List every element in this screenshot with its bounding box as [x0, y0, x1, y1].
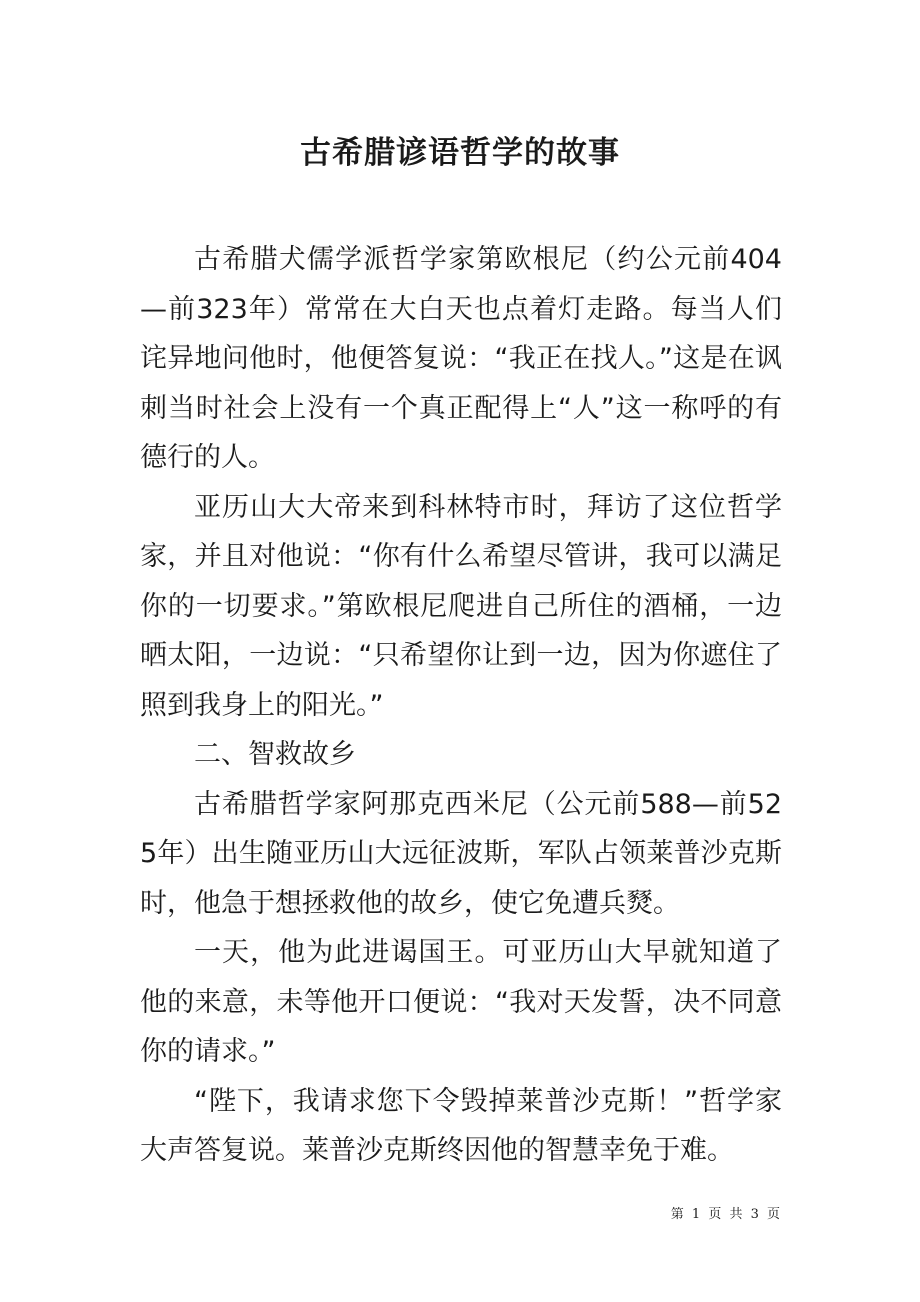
paragraph-5: “陛下，我请求您下令毁掉莱普沙克斯！”哲学家大声答复说。莱普沙克斯终因他的智慧幸免于难。 — [140, 1085, 782, 1166]
paragraph-4: 一天，他为此进谒国王。可亚历山大早就知道了他的来意，未等他开口便说：“我对天发誓，决不同意你的请求。” — [140, 937, 782, 1067]
paragraph-1: 古希腊犬儒学派哲学家第欧根尼（约公元前404—前323年）常常在大白天也点着灯走路。每当人们诧异地问他时，他便答复说：“我正在找人。”这是在讽刺当时社会上没有一个真正配得上“人”这一称呼的有德行的人。 — [140, 244, 782, 473]
document-body — [140, 235, 782, 1176]
section-heading: 二、智救故乡 — [194, 739, 356, 770]
page-number-footer: 第 1 页 共 3 页 — [670, 1207, 780, 1222]
paragraph-2: 亚历山大大帝来到科林特市时，拜访了这位哲学家，并且对他说：“你有什么希望尽管讲，我可以满足你的一切要求。”第欧根尼爬进自己所住的酒桶，一边晒太阳，一边说：“只希望你让到一边，因为你遮住了照到我身上的阳光。” — [140, 491, 782, 721]
document-title: 古希腊谚语哲学的故事 — [300, 135, 620, 171]
paragraph-3: 古希腊哲学家阿那克西米尼（公元前588—前525年）出生随亚历山大远征波斯，军队占领莱普沙克斯时，他急于想拯救他的故乡，使它免遭兵燹。 — [140, 788, 782, 919]
